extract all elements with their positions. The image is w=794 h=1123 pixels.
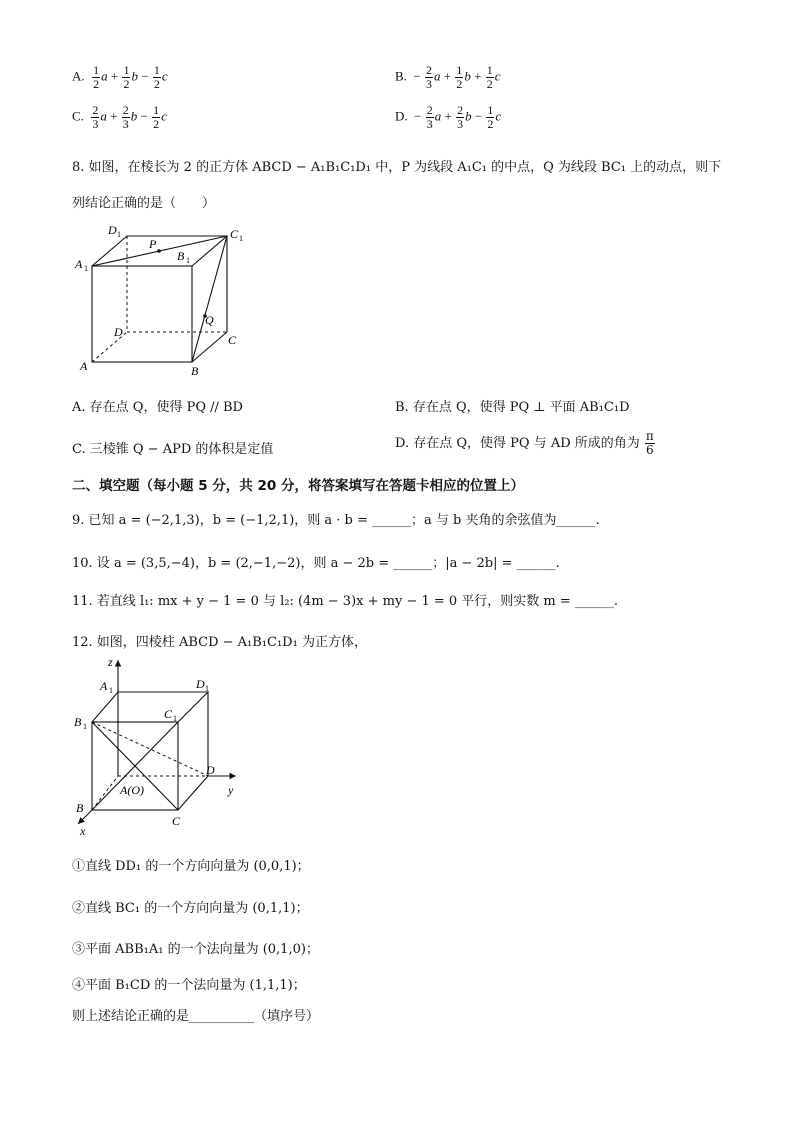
svg-text:1: 1 [84, 264, 88, 273]
q7-option-a: A. $\frac{1}{2}$ a + $\frac{1}{2}$ b − $\frac{1}{2}$ c [72, 63, 168, 91]
q8-option-b: B. 存在点 Q，使得 PQ ⊥ 平面 AB₁C₁D [395, 400, 630, 415]
svg-text:z: z [108, 655, 113, 669]
point-P [157, 249, 161, 253]
option-label: B. [395, 68, 407, 84]
segment-BC1 [192, 236, 227, 362]
q7-option-b: B. − $\frac{2}{3}$ a + $\frac{1}{2}$ b + $\frac{1}{2}$ c [395, 63, 501, 91]
svg-text:D: D [196, 677, 205, 691]
section-heading: 二、填空题（每小题 5 分，共 20 分，将答案填写在答题卡相应的位置上） [72, 478, 524, 494]
svg-text:y: y [228, 783, 234, 797]
coef-fraction: $\frac{1}{2}$ [93, 63, 100, 91]
svg-text:1: 1 [173, 714, 177, 723]
q11-text: 11. 若直线 l₁: mx + y − 1 = 0 与 l₂: (4m − 3)x + my − 1 = 0 平行，则实数 m = ______. [72, 594, 619, 609]
svg-text:Q: Q [205, 313, 214, 327]
cube-figure-q12 [70, 652, 250, 842]
q8-option-d: D. 存在点 Q，使得 PQ 与 AD 所成的角为 $\frac{\pi}{6}$ [395, 429, 654, 457]
svg-text:A: A [80, 359, 88, 373]
svg-text:A: A [75, 257, 83, 271]
q9-text: 9. 已知 a = (−2,1,3)，b = (−1,2,1)，则 a · b = ______；a 与 b 夹角的余弦值为______. [72, 513, 600, 528]
svg-text:A: A [100, 679, 108, 693]
q12-statement-1: ①直线 DD₁ 的一个方向向量为 (0,0,1)； [72, 859, 310, 874]
cube-front-face [92, 266, 192, 362]
q12-statement-3: ③平面 ABB₁A₁ 的一个法向量为 (0,1,0)； [72, 942, 319, 957]
option-label: A. [72, 68, 85, 84]
option-label: D. [395, 108, 408, 124]
option-label: C. [72, 108, 84, 124]
coef-fraction: $\frac{1}{2}$ [123, 63, 130, 91]
svg-text:1: 1 [186, 256, 190, 265]
q12-ask: 则上述结论正确的是__________（填序号） [72, 1009, 320, 1024]
q8-option-c: C. 三棱锥 Q − APD 的体积是定值 [72, 442, 274, 457]
svg-text:1: 1 [83, 722, 87, 731]
q7-option-d: D. − $\frac{2}{3}$ a + $\frac{2}{3}$ b − $\frac{1}{2}$ c [395, 103, 502, 131]
q8-stem-line2: 列结论正确的是（ ） [72, 196, 216, 211]
q7-option-c: C. $\frac{2}{3}$ a + $\frac{2}{3}$ b − $\frac{1}{2}$ c [72, 103, 167, 131]
svg-text:1: 1 [117, 230, 121, 239]
svg-text:B: B [74, 715, 82, 729]
q10-text: 10. 设 a = (3,5,−4)，b = (2,−1,−2)，则 a − 2b = ______；|a − 2b| = ______. [72, 556, 560, 571]
angle-fraction: $\frac{\pi}{6}$ [645, 429, 654, 457]
svg-text:B: B [177, 249, 185, 263]
coef-fraction: $\frac{1}{2}$ [153, 63, 160, 91]
q12-statement-2: ②直线 BC₁ 的一个方向向量为 (0,1,1)； [72, 901, 309, 916]
q12-intro: 12. 如图，四棱柱 ABCD − A₁B₁C₁D₁ 为正方体， [72, 635, 367, 650]
svg-text:1: 1 [109, 686, 113, 695]
svg-text:C: C [164, 707, 173, 721]
svg-text:D: D [108, 223, 117, 237]
svg-text:1: 1 [205, 684, 209, 693]
svg-text:B: B [76, 801, 84, 815]
cube-figure-q8 [70, 222, 260, 382]
svg-text:C: C [172, 814, 181, 828]
svg-text:C: C [228, 333, 237, 347]
svg-text:B: B [191, 364, 199, 378]
q8-option-a: A. 存在点 Q，使得 PQ // BD [72, 400, 243, 415]
q12-statement-4: ④平面 B₁CD 的一个法向量为 (1,1,1)； [72, 978, 306, 993]
svg-text:1: 1 [239, 234, 243, 243]
q8-stem-line1: 8. 如图，在棱长为 2 的正方体 ABCD − A₁B₁C₁D₁ 中，P 为线段 A₁C₁ 的中点，Q 为线段 BC₁ 上的动点，则下 [72, 160, 722, 175]
svg-text:x: x [80, 824, 86, 838]
svg-text:A(O): A(O) [120, 783, 144, 797]
svg-text:C: C [230, 227, 239, 241]
svg-text:D: D [114, 325, 123, 339]
svg-text:P: P [149, 237, 157, 251]
svg-text:D: D [206, 763, 215, 777]
